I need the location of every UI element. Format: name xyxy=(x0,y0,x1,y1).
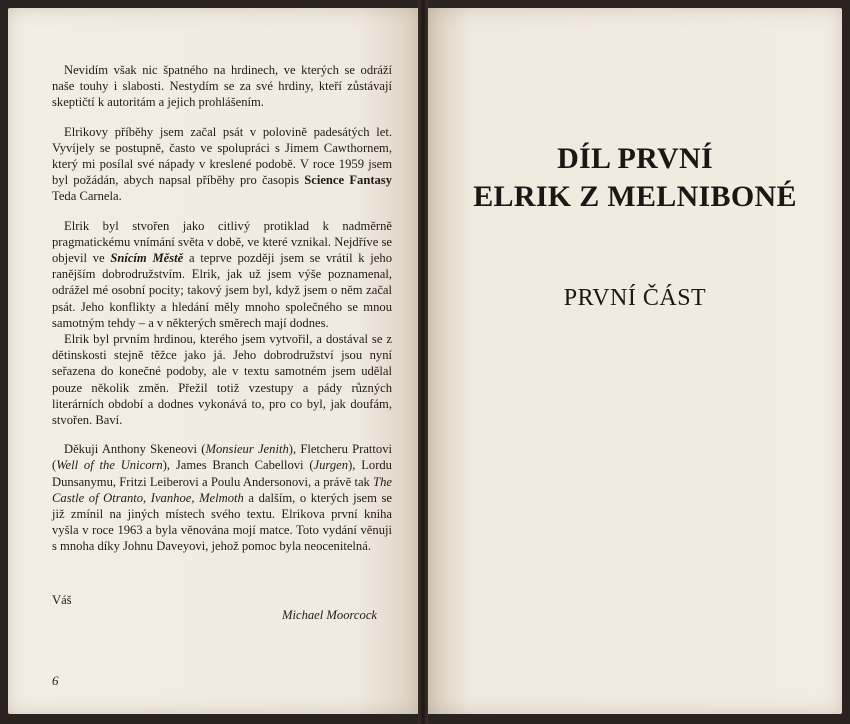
text-run: ), Fletcheru Prattovi ( xyxy=(52,442,393,473)
text-run: Well of the Unicorn xyxy=(56,458,163,473)
paragraph-5 xyxy=(52,441,392,554)
text-run: Snícím Městě xyxy=(110,251,184,266)
text-run: Melmoth xyxy=(199,490,244,505)
text-run: Děkuji Anthony Skeneovi ( xyxy=(64,442,206,457)
text-run: Elrik byl stvořen jako citlivý protiklad k nadměrně pragmatickému vnímání světa v době, ve které vznikal. Nejdříve se objevil ve xyxy=(52,218,392,266)
text-run: Jurgen xyxy=(313,458,349,473)
part-title-line-2: ELRIK Z MELNIBONÉ xyxy=(473,180,797,213)
paragraph-2 xyxy=(52,124,392,205)
text-run: Nevidím však nic špatného na hrdinech, ve kterých se odráží naše touhy i slabosti. Nestydím se za své hrdiny, kteří zůstávají skeptičtí k autoritám a jejich prohlášením. xyxy=(52,63,392,110)
part-title xyxy=(428,140,842,216)
text-run: Ivanhoe xyxy=(150,490,192,505)
text-run: Teda Carnela. xyxy=(52,189,122,204)
paragraph-3 xyxy=(52,218,392,331)
text-run: The Castle of Otranto xyxy=(52,474,392,505)
text-run: Monsieur Jenith xyxy=(205,442,289,457)
text-run: Elrik byl prvním hrdinou, kterého jsem vytvořil, a dostával se z dětinskosti stejně těžce jako já. Jeho dobrodružství jsou nyní seřazena do konečné podoby, ale v textu samotném jsem udělal pouze několik změn. Přežil totiž vzestupy a pády různých literárních období a dodnes vykonává to, pro co byl, jak doufám, stvořen. Baví. xyxy=(52,332,392,428)
page-number: 6 xyxy=(52,673,59,688)
paragraph-4 xyxy=(52,331,392,428)
part-title-line-1: DÍL PRVNÍ xyxy=(557,142,713,175)
text-run: a dalším, o kterých jsem se již zmínil na jiných místech svého textu. Elrikova první kniha vyšla v roce 1963 a byla věnována mojí matce. Toto vydání věnuji s mnoha díky Johnu Daveyovi, jehož pomoc byla neocenitelná. xyxy=(52,490,392,554)
paragraph-1 xyxy=(52,62,392,111)
closing-salutation: Váš xyxy=(52,593,72,607)
section-subtitle: PRVNÍ ČÁST xyxy=(563,285,707,311)
text-run: ), James Branch Cabellovi ( xyxy=(162,458,314,473)
book-gutter xyxy=(418,0,428,724)
text-run: a teprve později jsem se vrátil k jeho ranějším dobrodružstvím. Elrik, jak už jsem výše poznamenal, odrážel mé osobní pocity; takový jsem byl, když jsem o něm začal psát. Jeho konflikty a hledání měly mnoho společného se mnou samotným tehdy – a v některých směrech mají dodnes. xyxy=(52,251,392,330)
text-run: Elrikovy příběhy jsem začal psát v polovině padesátých let. Vyvíjely se postupně, často ve spolupráci s Jimem Cawthornem, který mi posílal své nápady v kreslené podobě. V roce 1959 jsem byl požádán, abych napsal příběhy pro časopis xyxy=(52,124,392,188)
left-page-body xyxy=(52,62,392,568)
text-run: , xyxy=(143,490,151,505)
text-run: ), Lordu Dunsanymu, Fritzi Leiberovi a Poulu Andersonovi, a právě tak xyxy=(52,458,392,489)
text-run: , xyxy=(191,490,200,505)
right-page xyxy=(428,8,842,714)
text-run: Science Fantasy xyxy=(304,173,393,188)
author-signature: Michael Moorcock xyxy=(282,608,377,622)
